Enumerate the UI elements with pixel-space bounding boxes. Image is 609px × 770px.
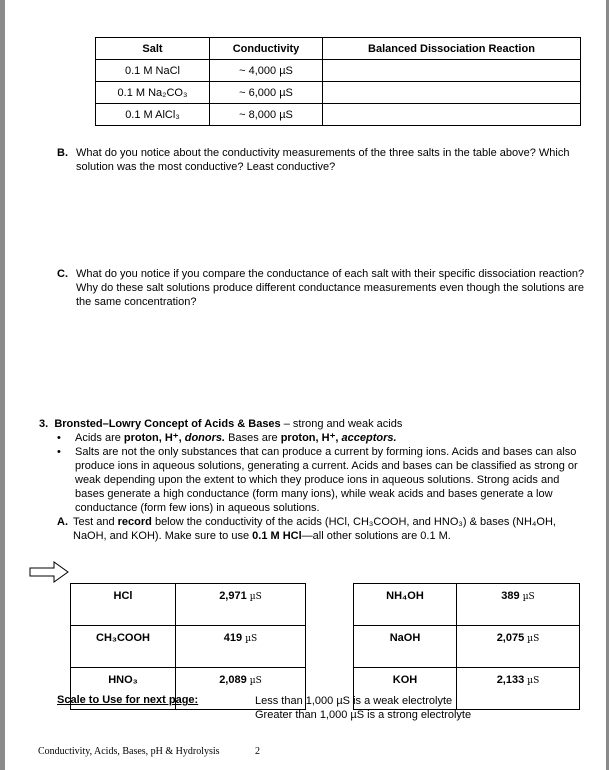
right-arrow-icon <box>28 560 70 584</box>
base-name: NH₄OH <box>354 584 457 626</box>
salt-reaction[interactable] <box>323 104 581 126</box>
salt-table <box>95 37 581 126</box>
scale-label: Scale to Use for next page: <box>57 694 199 706</box>
question-b-label: B. <box>57 147 68 159</box>
document-page <box>5 0 606 770</box>
bases-table <box>353 583 580 710</box>
question-b-text: What do you notice about the conductivity measurements of the three salts in the table above? Which solution was the most conductive? Least conductive? <box>76 147 570 173</box>
table-row <box>96 82 581 104</box>
acid-name: CH₃COOH <box>71 626 176 668</box>
base-name: KOH <box>354 668 457 710</box>
table-row <box>354 626 580 668</box>
section-3-bullets <box>55 431 589 515</box>
question-c-text: What do you notice if you compare the conductance of each salt with their specific dissociation reaction? Why do these salt solutions produce different conductance measurements even though the solutions are the same concentration? <box>76 268 585 308</box>
acid-value[interactable]: 2,971 µS <box>176 584 306 626</box>
section-3 <box>39 417 589 543</box>
base-value[interactable]: 389 µS <box>457 584 580 626</box>
scale-weak: Less than 1,000 µS is a weak electrolyte <box>255 695 453 707</box>
acid-name: HCl <box>71 584 176 626</box>
table-row <box>96 104 581 126</box>
salt-name: 0.1 M Na₂CO₃ <box>96 82 210 104</box>
salt-reaction[interactable] <box>323 82 581 104</box>
base-value[interactable]: 2,133 µS <box>457 668 580 710</box>
section-3-title: Bronsted–Lowry Concept of Acids & Bases <box>54 418 281 430</box>
list-item: • Acids are proton, H⁺, donors. Bases are proton, H⁺, acceptors. <box>55 431 589 445</box>
question-c-label: C. <box>57 268 68 280</box>
question-b <box>57 146 587 174</box>
salt-conductivity: ~ 8,000 µS <box>210 104 323 126</box>
salt-reaction[interactable] <box>323 60 581 82</box>
table-row <box>354 584 580 626</box>
base-value[interactable]: 2,075 µS <box>457 626 580 668</box>
acid-name: HNO₃ <box>71 668 176 710</box>
question-c <box>57 267 587 309</box>
page-number: 2 <box>255 746 260 757</box>
part-a: A. Test and record below the conductivity of the acids (HCl, CH₃COOH, and HNO₃) & bases (NH₄OH, NaOH, and KOH). Make sure to use 0.1 M HCl—all other solutions are 0.1 M. <box>57 516 556 542</box>
salt-table-header <box>96 38 581 60</box>
table-row <box>71 584 306 626</box>
salt-conductivity: ~ 4,000 µS <box>210 60 323 82</box>
base-name: NaOH <box>354 626 457 668</box>
acids-table <box>70 583 306 710</box>
scale-text <box>255 694 471 722</box>
table-row <box>96 60 581 82</box>
list-item: • Salts are not the only substances that can produce a current by forming ions. Acids and bases can also produce ions in aqueous solutions, generating a current. Acids and bases can be classified as strong or weak depending upon the extent to which they produce ions in aqueous solutions. Strong acids and bases generate a high conductance (form many ions), while weak acids and bases generate a low conductance (form few ions) in aqueous solutions. <box>55 445 589 515</box>
salt-name: 0.1 M AlCl₃ <box>96 104 210 126</box>
section-3-number: 3. <box>39 418 49 430</box>
section-3-subtitle: – strong and weak acids <box>280 418 403 430</box>
part-a-label: A. <box>57 516 68 528</box>
acid-value[interactable]: 419 µS <box>176 626 306 668</box>
salt-conductivity: ~ 6,000 µS <box>210 82 323 104</box>
section-3-heading <box>39 417 589 431</box>
header-conductivity: Conductivity <box>210 38 323 60</box>
header-reaction: Balanced Dissociation Reaction <box>323 38 581 60</box>
scale-strong: Greater than 1,000 µS is a strong electrolyte <box>255 709 472 721</box>
salt-name: 0.1 M NaCl <box>96 60 210 82</box>
header-salt: Salt <box>96 38 210 60</box>
acid-value[interactable]: 2,089 µS <box>176 668 306 710</box>
table-row <box>71 626 306 668</box>
footer-title: Conductivity, Acids, Bases, pH & Hydrolysis <box>38 746 220 757</box>
